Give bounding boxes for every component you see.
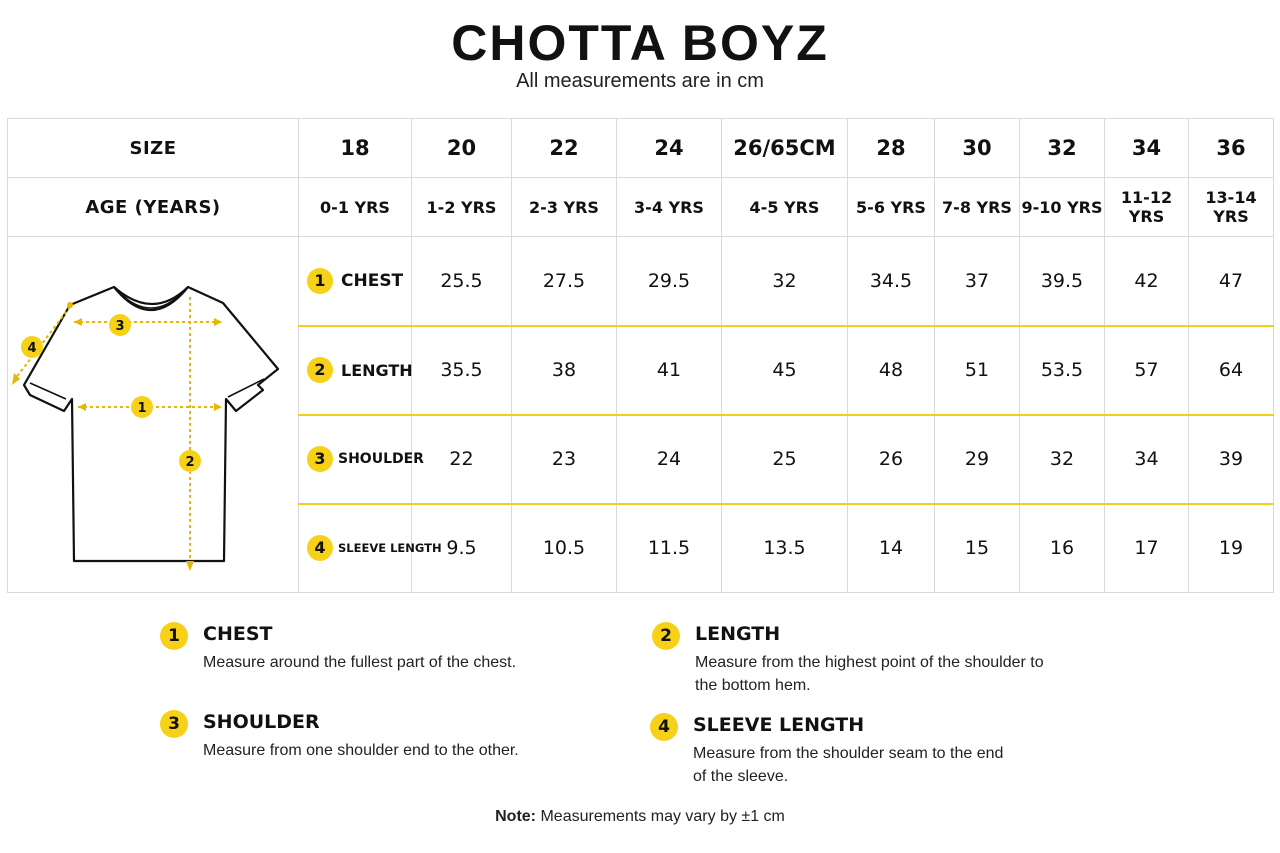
age-header: AGE (YEARS) bbox=[8, 178, 299, 237]
value-cell: 16 bbox=[1020, 504, 1105, 593]
value-cell: 23 bbox=[512, 415, 617, 504]
measure-name: SHOULDER bbox=[338, 451, 424, 467]
size-cell: 32 bbox=[1020, 119, 1105, 178]
value-cell: 17 bbox=[1105, 504, 1189, 593]
age-cell: 1-2 YRS bbox=[412, 178, 512, 237]
value-cell: 64 bbox=[1189, 326, 1274, 415]
size-chart bbox=[7, 118, 1273, 600]
svg-text:2: 2 bbox=[185, 455, 195, 470]
value-cell: 25 bbox=[722, 415, 848, 504]
size-cell: 22 bbox=[512, 119, 617, 178]
footnote bbox=[0, 808, 1280, 826]
value-cell: 19 bbox=[1189, 504, 1274, 593]
value-cell: 51 bbox=[935, 326, 1020, 415]
measure-name: SLEEVE LENGTH bbox=[338, 541, 442, 556]
size-cell: 36 bbox=[1189, 119, 1274, 178]
value-cell: 53.5 bbox=[1020, 326, 1105, 415]
number-badge: 1 bbox=[307, 268, 333, 294]
value-cell: 57 bbox=[1105, 326, 1189, 415]
number-badge: 2 bbox=[652, 622, 680, 650]
marker-1 bbox=[131, 396, 153, 418]
value-cell: 42 bbox=[1105, 237, 1189, 326]
legend-description: Measure from one shoulder end to the other. bbox=[203, 742, 519, 759]
size-header: SIZE bbox=[8, 119, 299, 178]
age-row bbox=[8, 178, 1274, 237]
value-cell: 32 bbox=[722, 237, 848, 326]
age-cell: 13-14 YRS bbox=[1189, 178, 1274, 237]
value-cell: 15 bbox=[935, 504, 1020, 593]
legend-description: Measure around the fullest part of the chest. bbox=[203, 654, 517, 671]
value-cell: 34 bbox=[1105, 415, 1189, 504]
value-cell: 27.5 bbox=[512, 237, 617, 326]
legend-title: CHEST bbox=[203, 623, 273, 645]
svg-text:4: 4 bbox=[27, 341, 37, 356]
value-cell: 39 bbox=[1189, 415, 1274, 504]
number-badge: 1 bbox=[160, 622, 188, 650]
age-cell: 5-6 YRS bbox=[848, 178, 935, 237]
age-cell: 7-8 YRS bbox=[935, 178, 1020, 237]
size-cell: 26/65CM bbox=[722, 119, 848, 178]
value-cell: 24 bbox=[617, 415, 722, 504]
note-text: Measurements may vary by ±1 cm bbox=[540, 808, 785, 825]
age-cell: 2-3 YRS bbox=[512, 178, 617, 237]
legend-description: Measure from the highest point of the shoulder to the bottom hem. bbox=[695, 654, 1044, 694]
number-badge: 4 bbox=[650, 713, 678, 741]
measure-name: CHEST bbox=[341, 270, 404, 291]
size-table bbox=[7, 118, 1274, 593]
number-badge: 2 bbox=[307, 357, 333, 383]
legend-title: LENGTH bbox=[695, 623, 781, 645]
age-cell: 11-12 YRS bbox=[1105, 178, 1189, 237]
number-badge: 4 bbox=[307, 535, 333, 561]
value-cell: 39.5 bbox=[1020, 237, 1105, 326]
value-cell: 29 bbox=[935, 415, 1020, 504]
value-cell: 25.5 bbox=[412, 237, 512, 326]
size-row bbox=[8, 119, 1274, 178]
page-title: CHOTTA BOYZ bbox=[451, 15, 829, 71]
value-cell: 48 bbox=[848, 326, 935, 415]
age-cell: 9-10 YRS bbox=[1020, 178, 1105, 237]
value-cell: 26 bbox=[848, 415, 935, 504]
measure-label bbox=[299, 237, 412, 326]
measure-label bbox=[299, 415, 424, 504]
size-cell: 30 bbox=[935, 119, 1020, 178]
tshirt-diagram bbox=[8, 237, 299, 593]
tshirt-illustration bbox=[8, 237, 298, 599]
marker-4 bbox=[21, 336, 43, 358]
age-cell: 3-4 YRS bbox=[617, 178, 722, 237]
marker-2 bbox=[179, 450, 201, 472]
value-cell: 13.5 bbox=[722, 504, 848, 593]
marker-3 bbox=[109, 314, 131, 336]
number-badge: 3 bbox=[160, 710, 188, 738]
size-cell: 20 bbox=[412, 119, 512, 178]
value-cell: 32 bbox=[1020, 415, 1105, 504]
value-cell: 9.5 bbox=[412, 504, 512, 593]
value-cell: 35.5 bbox=[412, 326, 512, 415]
value-cell: 29.5 bbox=[617, 237, 722, 326]
measure-label bbox=[299, 326, 412, 415]
size-cell: 28 bbox=[848, 119, 935, 178]
value-cell: 38 bbox=[512, 326, 617, 415]
size-cell: 18 bbox=[299, 119, 412, 178]
legend-title: SHOULDER bbox=[203, 711, 320, 733]
size-cell: 24 bbox=[617, 119, 722, 178]
page-subtitle: All measurements are in cm bbox=[516, 70, 764, 92]
value-cell: 10.5 bbox=[512, 504, 617, 593]
legend-title: SLEEVE LENGTH bbox=[693, 714, 865, 736]
value-cell: 14 bbox=[848, 504, 935, 593]
value-cell: 41 bbox=[617, 326, 722, 415]
value-cell: 37 bbox=[935, 237, 1020, 326]
age-cell: 0-1 YRS bbox=[299, 178, 412, 237]
value-cell: 11.5 bbox=[617, 504, 722, 593]
size-cell: 34 bbox=[1105, 119, 1189, 178]
value-cell: 47 bbox=[1189, 237, 1274, 326]
legend-description: Measure from the shoulder seam to the end of the sleeve. bbox=[693, 745, 1004, 785]
value-cell: 45 bbox=[722, 326, 848, 415]
measure-name: LENGTH bbox=[341, 360, 413, 380]
measure-row-chest bbox=[8, 237, 1274, 326]
note-label: Note: bbox=[495, 808, 537, 825]
age-cell: 4-5 YRS bbox=[722, 178, 848, 237]
measure-label bbox=[299, 504, 442, 593]
value-cell: 22 bbox=[412, 415, 512, 504]
value-cell: 34.5 bbox=[848, 237, 935, 326]
svg-text:3: 3 bbox=[115, 319, 125, 334]
svg-text:1: 1 bbox=[137, 401, 147, 416]
number-badge: 3 bbox=[307, 446, 333, 472]
